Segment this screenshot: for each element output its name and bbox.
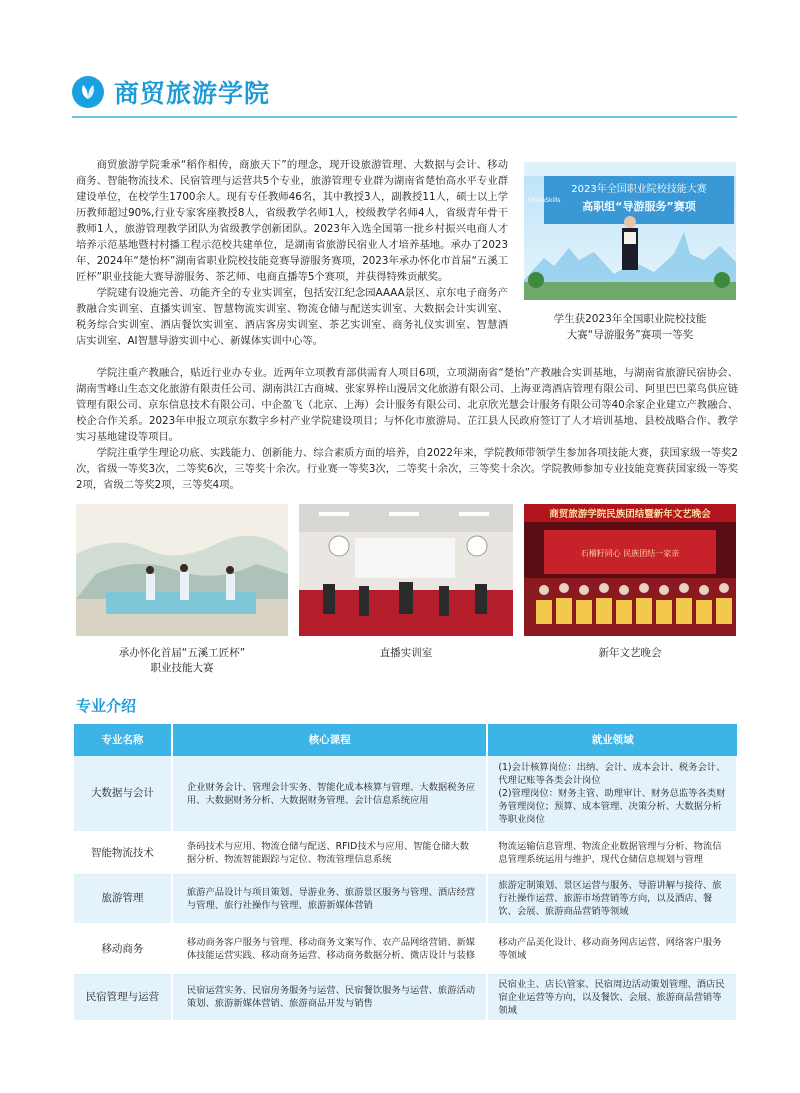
leaf-icon: [72, 76, 104, 108]
award-photo: [524, 162, 736, 300]
major-courses: 企业财务会计、管理会计实务、智能化成本核算与管理、大数据税务应用、大数据财务分析、大数据财务管理、会计信息系统应用: [172, 756, 488, 832]
competition-caption: [76, 646, 288, 676]
table-row: [74, 924, 737, 974]
livestream-caption: 直播实训室: [379, 647, 433, 659]
award-caption-line-2: 大赛“导游服务”赛项一等奖: [566, 329, 694, 341]
table-row: [74, 974, 737, 1021]
major-name: 旅游管理: [74, 874, 172, 924]
majors-section-title: 专业介绍: [76, 697, 137, 715]
gala-caption: 新年文艺晚会: [598, 647, 662, 659]
competition-caption-line-2: 职业技能大赛: [150, 662, 214, 674]
header-courses: 核心课程: [172, 724, 488, 756]
major-courses: 旅游产品设计与项目策划、导游业务、旅游景区服务与管理、酒店经营与管理、旅行社操作与管理、旅游新媒体营销: [172, 874, 488, 924]
major-employment: 移动产品美化设计、移动商务网店运营、网络客户服务等领域: [487, 924, 737, 974]
major-employment: (1)会计核算岗位：出纳、会计、成本会计、税务会计、代理记账等各类会计岗位 (2)管理岗位：财务主管、助理审计、财务总监等各类财务管理岗位；预算、成本管理、决策分析、大数据分析等职业岗位: [487, 756, 737, 832]
header-divider: [72, 116, 737, 118]
major-employment: 民宿业主、店长\管家、民宿周边活动策划管理、酒店民宿企业运营等方向，以及餐饮、会展、旅游商品营销等领域: [487, 974, 737, 1021]
page-title: 商贸旅游学院: [114, 79, 271, 108]
intro-text: [76, 157, 508, 349]
livestream-room-photo: [299, 504, 513, 636]
intro-paragraph-2: 学院建有设施完善、功能齐全的专业实训室，包括安江纪念园AAAA景区、京东电子商务产教融合实训室、直播实训室、智慧物流实训室、物流仓储与配送实训室、大数据会计实训室、税务综合实训室、酒店餐饮实训室、酒店客房实训室、茶艺实训室、商务礼仪实训室、智慧酒店实训室、AI智慧导游实训中心、新媒体实训中心等。: [76, 287, 508, 347]
award-caption-line-1: 学生获2023年全国职业院校技能: [553, 313, 707, 325]
major-courses: 移动商务客户服务与管理、移动商务文案写作、农产品网络营销、新媒体技能运营实践、移动商务运营、移动商务数据分析、微店设计与装修: [172, 924, 488, 974]
paragraph-industry: 学院注重产教融合，贴近行业办专业。近两年立项教育部供需育人项目6项，立项湖南省“楚怡”产教融合实训基地，与湖南省旅游民宿协会、湖南雪峰山生态文化旅游有限责任公司、湖南洪江古商城、张家界梓山漫居文化旅游有限公司、上海亚湾酒店管理有限公司、阿里巴巴菜鸟供应链管理有限公司、京东信息技术有限公司、中企盈飞（北京、上海）会计服务有限公司、北京欣光慧会计服务有限公司等40余家企业建立产教融合、校企合作关系。2023年申报立项京东数字乡村产业学院建设项目；与怀化市旅游局、芷江县人民政府签订了人才培训基地、县校战略合作、教学实习基地建设等项目。: [76, 367, 738, 443]
gala-photo: [524, 504, 736, 636]
table-header-row: [74, 724, 737, 756]
wide-text: [76, 365, 738, 493]
competition-photo: [76, 504, 288, 636]
major-courses: 民宿运营实务、民宿房务服务与运营、民宿餐饮服务与运营、旅游活动策划、旅游新媒体营销、旅游商品开发与销售: [172, 974, 488, 1021]
table-row: [74, 756, 737, 832]
logo-text: ChinaSkills: [528, 197, 561, 204]
major-name: 智能物流技术: [74, 832, 172, 874]
major-employment: 旅游定制策划、景区运营与服务、导游讲解与接待、旅行社操作运营、旅游市场营销等方向，以及酒店、餐饮、会展、旅游商品营销等领域: [487, 874, 737, 924]
gala-banner: 商贸旅游学院民族团结暨新年文艺晚会: [549, 509, 711, 520]
major-employment: 物流运输信息管理、物流企业数据管理与分析、物流信息管理系统运用与维护、现代仓储信息规划与管理: [487, 832, 737, 874]
header-employment: 就业领域: [487, 724, 737, 756]
intro-paragraph-1: 商贸旅游学院秉承“稻作相传，商旅天下”的理念，现开设旅游管理、大数据与会计、移动商务、智能物流技术、民宿管理与运营共5个专业，旅游管理专业群为湖南省楚怡高水平专业群建设单位，在校学生1700余人。现有专任教师46名，其中教授3人，副教授11人，硕士以上学历教师超过90%,行业专家客座教授8人，省级教学名师1人，校级教学名师4人，省级青年骨干教师1人，旅游管理教学团队为省级教学创新团队。2023年入选全国第一批乡村振兴电商人才培养示范基地暨村村播工程示范校共建单位，是湖南省旅游民宿业人才培养基地。承办了2023年、2024年“楚怡杯”湖南省职业院校技能竞赛导游服务赛项，2023年承办怀化市首届“五溪工匠杯”职业技能大赛导游服务、茶艺师、电商直播等5个赛项，并获得特殊贡献奖。: [76, 159, 508, 283]
paragraph-competitions: 学院注重学生理论功底、实践能力、创新能力、综合素质方面的培养，自2022年来，学院教师带领学生参加各项技能大赛，获国家级一等奖2次，省级一等奖3次，二等奖6次，三等奖十余次。行业赛一等奖3次，二等奖十余次，三等奖十余次。学院教师参加专业技能竞赛获国家级一等奖2项，省级二等奖2项，三等奖4项。: [76, 447, 738, 491]
major-courses: 条码技术与应用、物流仓储与配送、RFID技术与应用、智能仓储大数据分析、物流智能跟踪与定位、物流管理信息系统: [172, 832, 488, 874]
banner-title: 2023年全国职业院校技能大赛: [571, 184, 707, 195]
major-name: 大数据与会计: [74, 756, 172, 832]
header-major: 专业名称: [74, 724, 172, 756]
award-caption: [524, 311, 736, 343]
majors-table: [74, 724, 738, 1022]
major-name: 民宿管理与运营: [74, 974, 172, 1021]
table-row: [74, 832, 737, 874]
table-row: [74, 874, 737, 924]
competition-caption-line-1: 承办怀化首届“五溪工匠杯”: [118, 647, 246, 659]
section-header: [72, 74, 270, 110]
banner-subtitle: 高职组“导游服务”赛项: [582, 200, 696, 213]
gala-stage-text: 石榴籽同心 民族团结一家亲: [580, 549, 680, 558]
major-name: 移动商务: [74, 924, 172, 974]
